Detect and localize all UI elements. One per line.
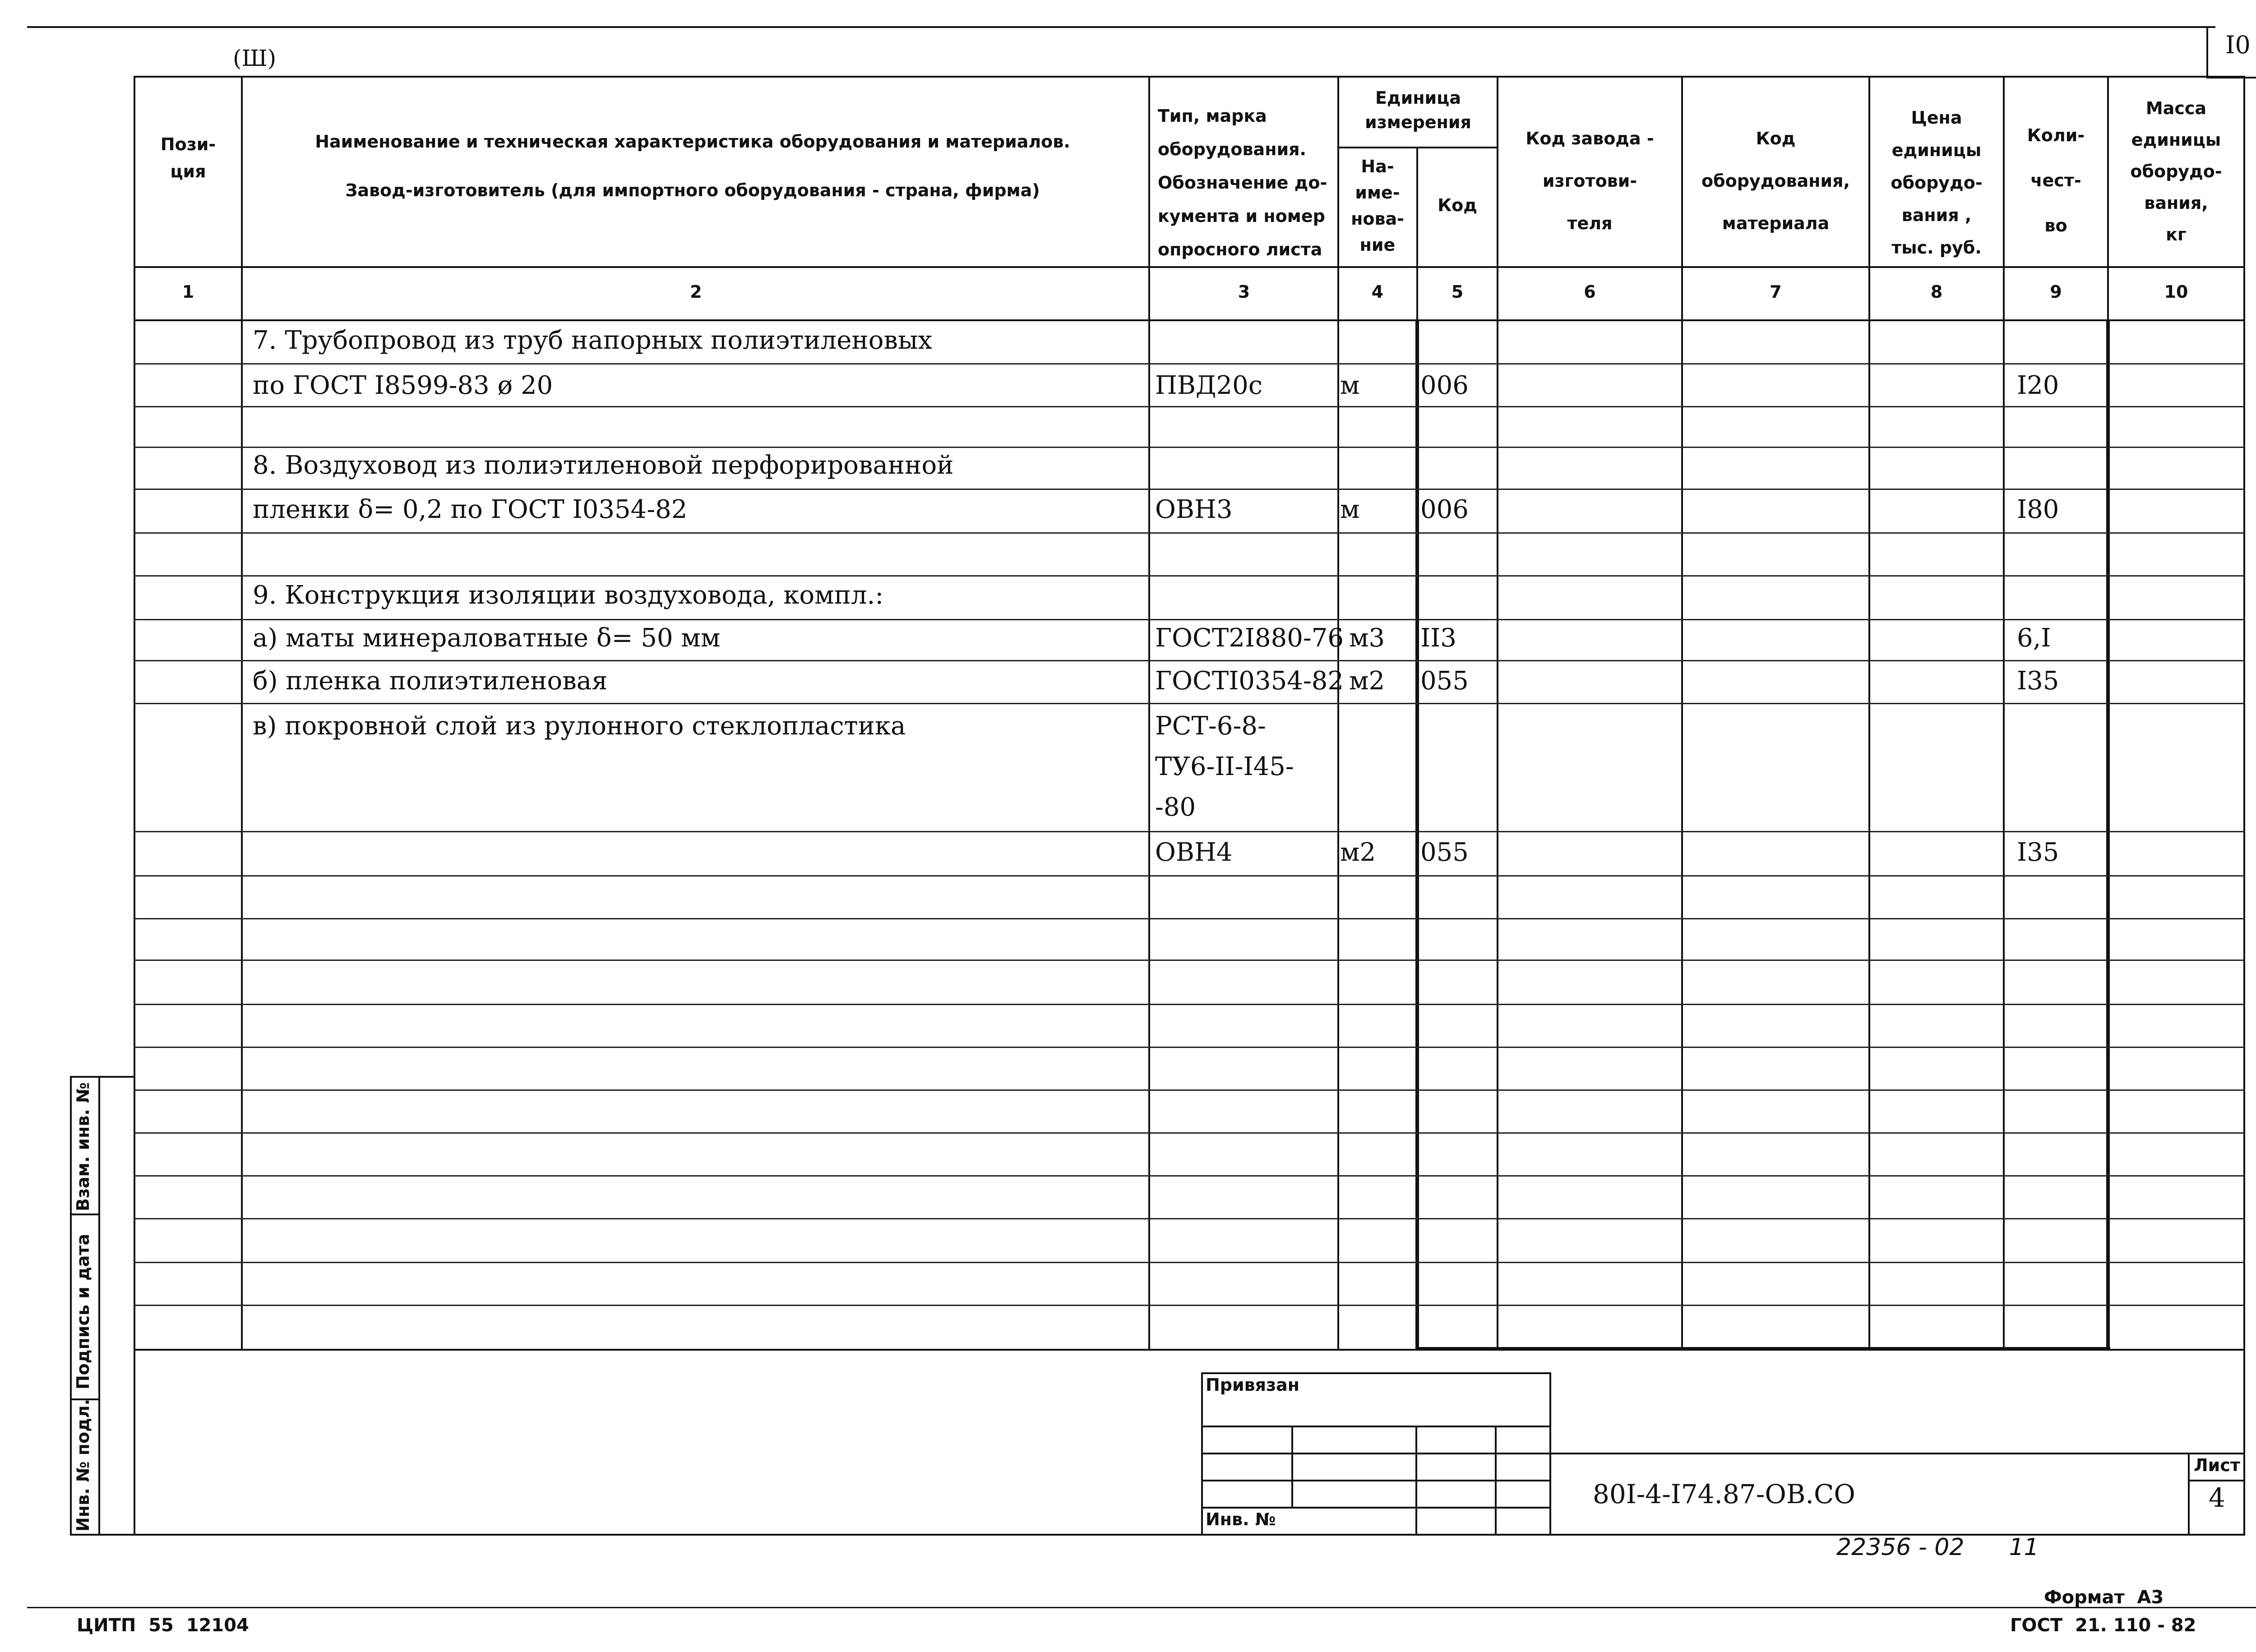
- header-quantity: Коли- чест- во: [2027, 125, 2085, 235]
- table-row: ОВН4: [1155, 838, 1233, 867]
- header-unit: Единица измерения: [1365, 88, 1471, 132]
- table-row: -80: [1155, 793, 1196, 822]
- table-row: 9. Конструкция изоляции воздуховода, компл.:: [253, 581, 884, 610]
- header-unit-code: Код: [1438, 195, 1477, 215]
- header-price: Цена единицы оборудо- вания , тыс. руб.: [1891, 108, 1983, 258]
- table-row: 8. Воздуховод из полиэтиленовой перфорированной: [253, 451, 954, 480]
- header-position: Пози- ция: [160, 134, 216, 181]
- inv-podl-label: Инв. № подл.: [73, 1398, 93, 1532]
- table-row: в) покровной слой из рулонного стеклопластика: [253, 711, 906, 741]
- podpis-label: Подпись и дата: [73, 1233, 93, 1389]
- citp-label: ЦИТП 55 12104: [77, 1615, 249, 1636]
- table-row: пленки δ= 0,2 по ГОСТ I0354-82: [253, 495, 688, 524]
- privyazan-label: Привязан: [1206, 1375, 1300, 1395]
- inv-no-label: Инв. №: [1206, 1509, 1276, 1529]
- table-row: а) маты минераловатные δ= 50 мм: [253, 623, 721, 653]
- table-row: по ГОСТ I8599-83 ø 20: [253, 371, 553, 400]
- vzam-inv-label: Взам. инв. №: [73, 1082, 93, 1211]
- section-mark: (Ш): [233, 45, 277, 71]
- table-row: ТУ6-II-I45-: [1155, 752, 1294, 781]
- sheet-number: 4: [2209, 1482, 2225, 1513]
- handwritten-number: 22356 - 02 11: [1836, 1534, 2039, 1561]
- header-unit-name: На- име- нова- ние: [1351, 157, 1404, 255]
- table-row: б) пленка полиэтиленовая: [253, 666, 608, 696]
- gost-label: ГОСТ 21. 110 - 82: [2010, 1615, 2196, 1636]
- header-plant-code: Код завода - изготови- теля: [1526, 129, 1654, 233]
- footer-line: [27, 1607, 2256, 1608]
- document-designation: 80I-4-I74.87-ОВ.СО: [1593, 1479, 1855, 1509]
- table-row: 7. Трубопровод из труб напорных полиэтиленовых: [253, 326, 933, 355]
- header-name: Наименование и техническая характеристика оборудования и материалов. Завод-изготовитель (для импортного оборудования - страна, фирма): [315, 132, 1070, 200]
- sheet-label: Лист: [2194, 1455, 2240, 1475]
- sheet-corner-number: I0: [2225, 31, 2251, 59]
- header-mass: Масса единицы оборудо- вания, кг: [2130, 98, 2222, 245]
- header-equipment-code: Код оборудования, материала: [1701, 129, 1850, 233]
- header-type: Тип, марка оборудования. Обозначение до- кумента и номер опросного листа: [1158, 106, 1327, 259]
- format-label: Формат А3: [2044, 1587, 2164, 1608]
- top-border: [27, 26, 2215, 28]
